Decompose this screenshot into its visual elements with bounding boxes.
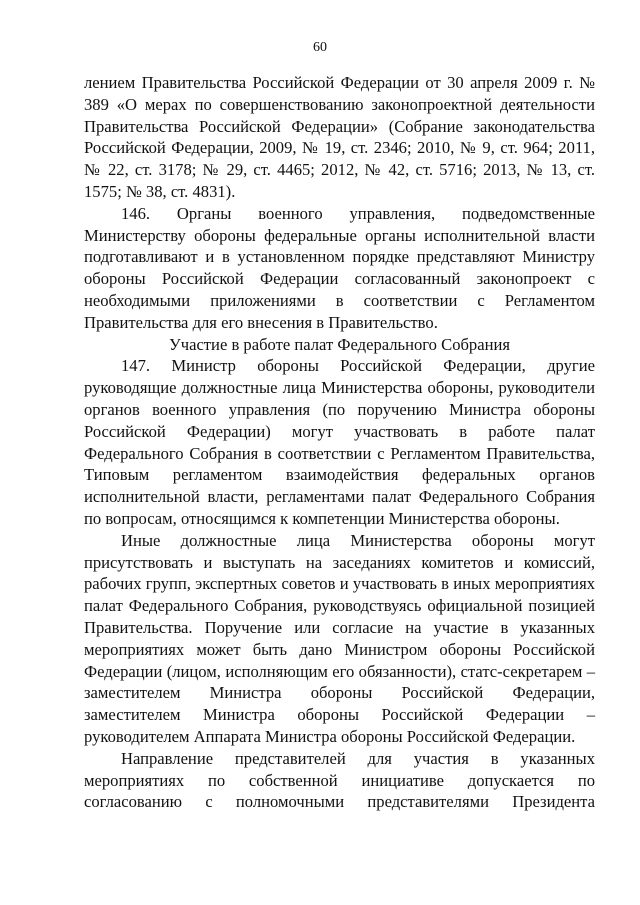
- page-number: 60: [313, 40, 327, 55]
- paragraph-representatives: Направление представителей для участия в указанных мероприятиях по собственной инициативе допускается по согласованию с полномочными представителями Президента: [84, 748, 595, 812]
- paragraph-147: 147. Министр обороны Российской Федерации, другие руководящие должностные лица Министерства обороны, руководители органов военного управления (по поручению Министра обороны Российской Федерации) могут участвовать в работе палат Федерального Собрания в соответствии с Регламентом Правительства, Типовым регламентом взаимодействия федеральных органов исполнительной власти, регламентами палат Федерального Собрания по вопросам, относящимся к компетенции Министерства обороны.: [84, 356, 595, 528]
- paragraph-146: 146. Органы военного управления, подведомственные Министерству обороны федеральные органы исполнительной власти подготавливают и в установленном порядке представляют Министру обороны Российской Федерации согласованный законопроект с необходимыми приложениями в соответствии с Регламентом Правительства для его внесения в Правительство.: [84, 203, 595, 332]
- paragraph-other-officials: Иные должностные лица Министерства обороны могут присутствовать и выступать на заседаниях комитетов и комиссий, рабочих групп, экспертных советов и участвовать в иных мероприятиях палат Федерального Собрания, руководствуясь официальной позицией Правительства. Поручение или согласие на участие в указанных мероприятиях может быть дано Министром обороны Российской Федерации (лицом, исполняющим его обязанности), статс-секретарем – заместителем Министра обороны Российской Федерации, заместителем Министра обороны Российской Федерации – руководителем Аппарата Министра обороны Российской Федерации.: [84, 530, 595, 746]
- section-heading: Участие в работе палат Федерального Собрания: [168, 334, 510, 354]
- paragraph-continuation: лением Правительства Российской Федерации от 30 апреля 2009 г. № 389 «О мерах по совершенствованию законопроектной деятельности Правительства Российской Федерации» (Собрание законодательства Российской Федерации, 2009, № 19, ст. 2346; 2010, № 9, ст. 964; 2011, № 22, ст. 3178; № 29, ст. 4465; 2012, № 42, ст. 5716; 2013, № 13, ст. 1575; № 38, ст. 4831).: [84, 73, 595, 201]
- document-body: [84, 72, 595, 813]
